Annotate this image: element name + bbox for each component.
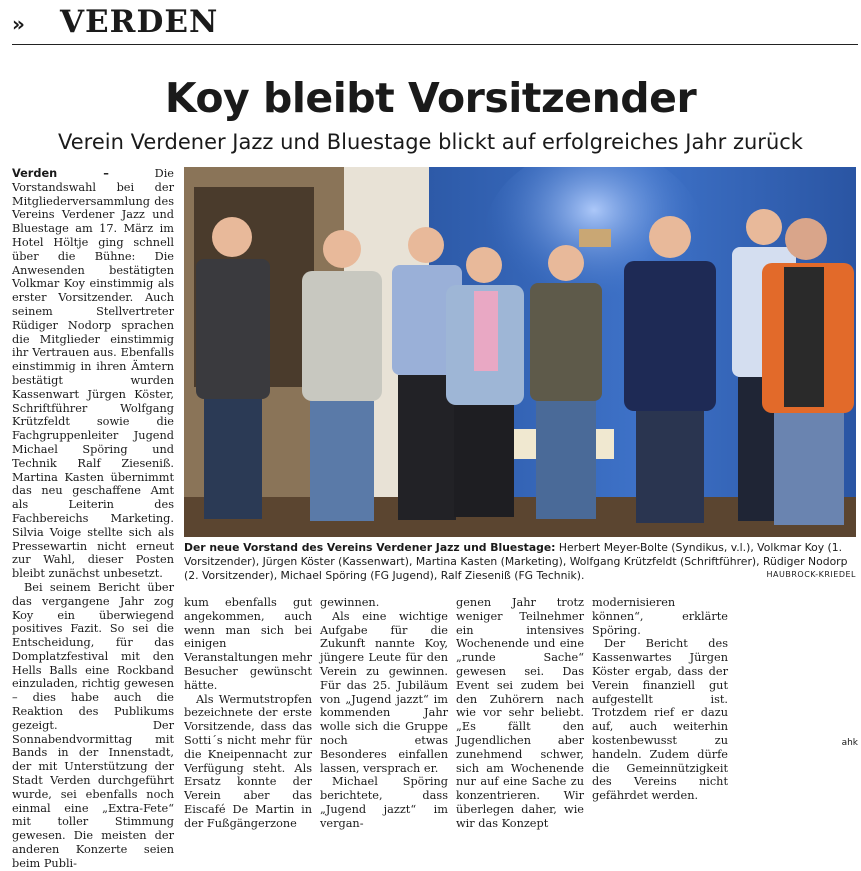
paragraph: Bei seinem Bericht über das vergangene Jahr zog Koy ein überwiegend positives Fazit. So sei die Entscheidung, für das Domplatzfestival mit den Hells Balls eine Rockband einzuladen, richtig gewesen – dies habe auch die Reaktion des Publikums gezeigt. Der Sonnabendvormittag mit Bands in der Innenstadt, der mit Unterstützung der Stadt Verden durchgeführt wurde, sei ebenfalls noch einmal eine „Extra-Fete“ mit toller Stimmung gewesen. Die meisten der anderen Konzerte seien beim Publi- bbox=[12, 580, 174, 870]
author-signature: ahk bbox=[841, 738, 858, 748]
article-photo bbox=[184, 167, 856, 537]
caption-title: Der neue Vorstand des Vereins Verdener Jazz und Bluestage: bbox=[184, 541, 556, 554]
paragraph: Michael Spöring berichtete, dass „Jugend jazzt“ im vergan- bbox=[320, 775, 448, 830]
paragraph: gewinnen. bbox=[320, 596, 380, 609]
group-photo-illustration bbox=[184, 167, 856, 537]
section-header bbox=[12, 4, 858, 45]
article-column-2 bbox=[184, 596, 312, 831]
paragraph: Der Bericht des Kassenwartes Jürgen Köster ergab, dass der Verein finanziell gut aufgestellt ist. Trotzdem rief er dazu auf, auch weiterhin kostenbewusst zu handeln. Zudem dürfe die Gemeinnützigkeit des Vereins nicht gefährdet werden. bbox=[592, 637, 728, 803]
article-column-1 bbox=[12, 167, 174, 871]
paragraph: Verden – Die Vorstandswahl bei der Mitgliederversammlung des Vereins Verdener Jazz und Bluestage am 17. März im Hotel Höltje ging schnell über die Bühne: Die Anwesenden bestätigten Volkmar Koy einstimmig als erster Vorsitzender. Auch seinem Stellvertreter Rüdiger Nodorp sprachen die Mitglieder einstimmig ihr Vertrauen aus. Ebenfalls einstimmig in ihren Ämtern bestätigt wurden Kassenwart Jürgen Köster, Schriftführer Wolfgang Krützfeldt sowie die Fachgruppenleiter Jugend Michael Spöring und Technik Ralf Zieseniß. Martina Kasten übernimmt das neu geschaffene Amt als Leiterin des Fachbereichs Marketing. Silvia Voige stellte sich als Pressewartin nicht erneut zur Wahl, dieser Posten bleibt zunächst unbesetzt. bbox=[12, 167, 174, 581]
paragraph: Als eine wichtige Aufgabe für die Zukunft nannte Koy, jüngere Leute für den Verein zu gewinnen. Für das 25. Jubiläum von „Jugend jazzt“ im kommenden Jahr wolle sich die Gruppe noch etwas Besonderes einfallen lassen, versprach er. bbox=[320, 609, 448, 775]
paragraph: genen Jahr trotz weniger Teilnehmer ein intensives Wochenende und eine „runde Sache“ gewesen sei. Das Event sei zudem bei den Zuhörern nach wie vor sehr beliebt. „Es fällt den Jugendlichen aber zunehmend schwer, sich am Wochenende nur auf eine Sache zu konzentrieren. Wir überlegen daher, wie wir das Konzept bbox=[456, 596, 584, 830]
article-headline: Koy bleibt Vorsitzender bbox=[164, 74, 697, 122]
article-column-5 bbox=[592, 596, 728, 803]
paragraph: Als Wermutstropfen bezeichnete der erste Vorsitzende, dass das Sotti´s nicht mehr für die Kneipennacht zur Verfügung steht. Als Ersatz konnte der Verein aber das Eiscafé De Martin in der Fußgängerzone bbox=[184, 692, 312, 830]
article-column-4 bbox=[456, 596, 584, 831]
section-chevron[interactable]: » bbox=[12, 12, 25, 36]
paragraph: modernisieren können“, erklärte Spöring. bbox=[592, 596, 728, 637]
caption-text: Herbert Meyer-Bolte (Syndikus, v.l.), Volkmar Koy (1. Vorsitzender), Jürgen Köster (Kassenwart), Martina Kasten (Marketing), Wolfgang Krützfeldt (Schriftführer), Rüdiger Nodorp (2. Vorsitzender), Michael Spöring (FG Jugend), Ralf Zieseniß (FG Technik). bbox=[184, 541, 848, 582]
article-subheadline: Verein Verdener Jazz und Bluestage blickt auf erfolgreiches Jahr zurück bbox=[58, 130, 803, 154]
photo-credit: HAUBROCK-KRIEDEL bbox=[766, 570, 856, 579]
section-title: VERDEN bbox=[60, 4, 219, 40]
article-column-3 bbox=[320, 596, 448, 831]
dateline: Verden – bbox=[12, 167, 109, 180]
photo-caption bbox=[184, 541, 856, 583]
paragraph: kum ebenfalls gut angekommen, auch wenn man sich bei einigen Veranstaltungen mehr Besucher gewünscht hätte. bbox=[184, 596, 312, 692]
article-bottom-columns bbox=[184, 596, 856, 830]
